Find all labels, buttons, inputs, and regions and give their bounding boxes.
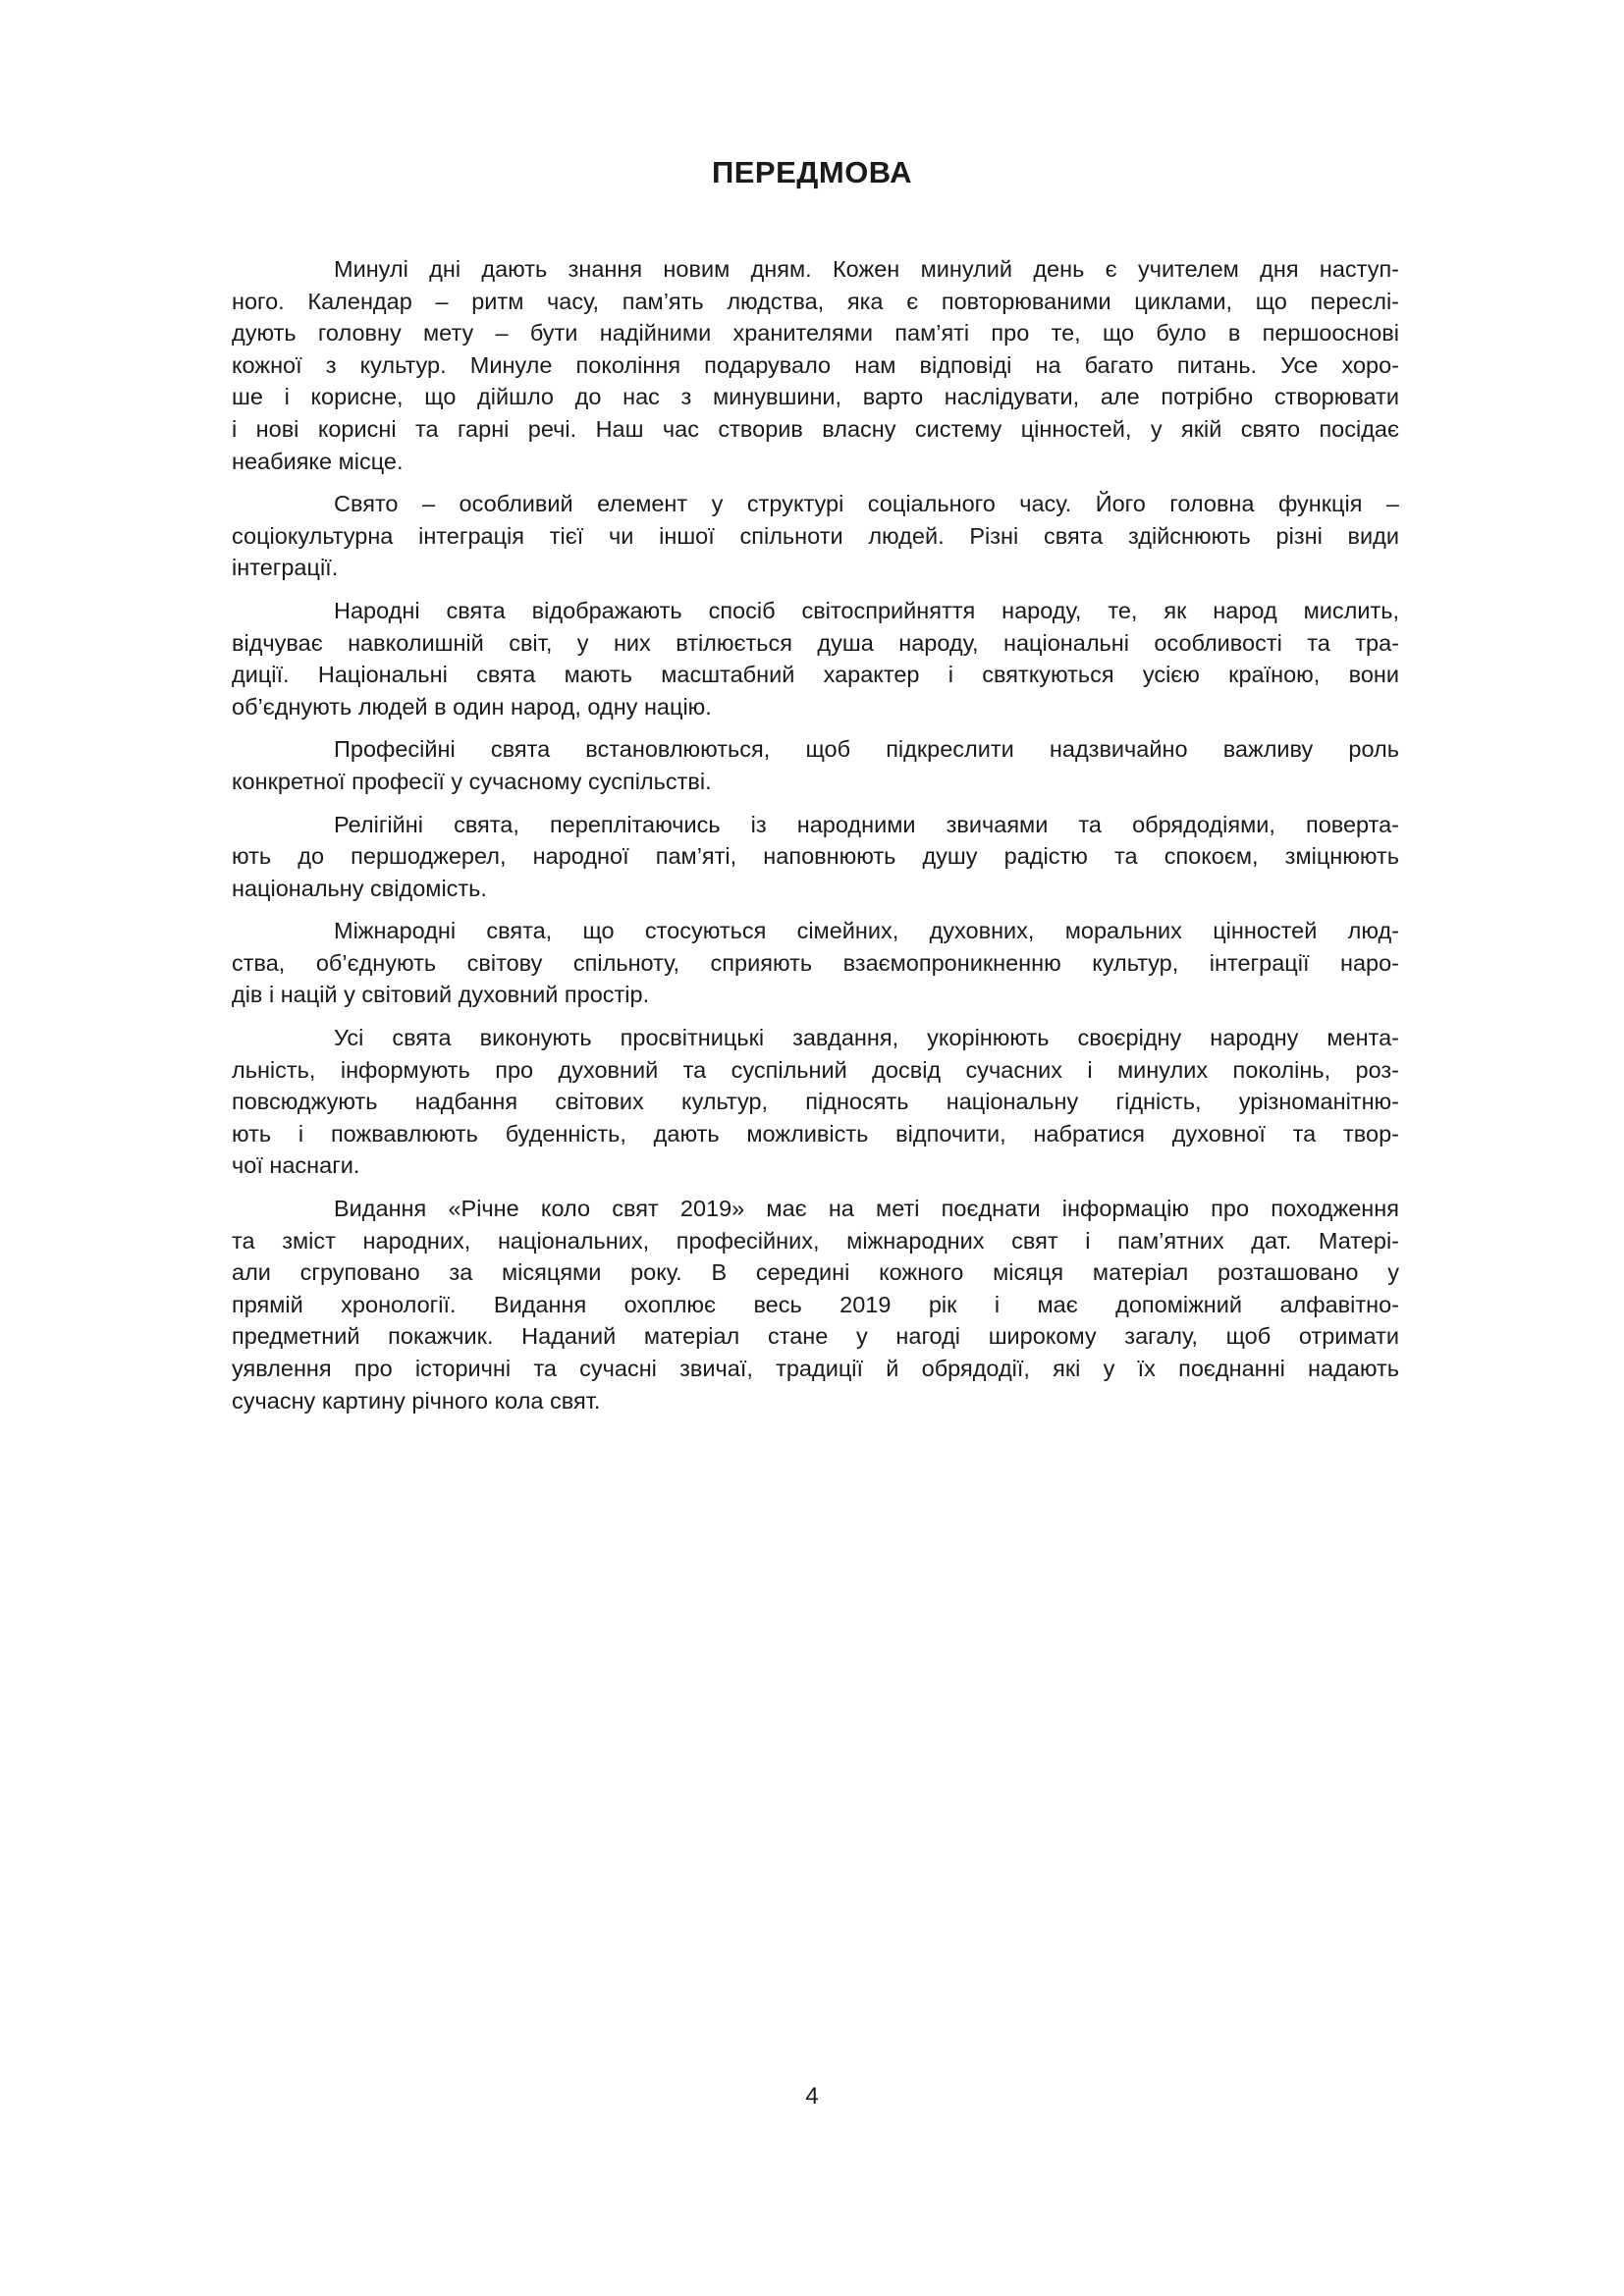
paragraph — [232, 595, 1399, 722]
text-line: прямій хронології. Видання охоплює весь 2019 рік і має допоміжний алфавітно- — [232, 1291, 1399, 1317]
text-line: інтеграції. — [232, 555, 339, 581]
text-line: Усі свята виконують просвітницькі завдання, укорінюють своєрідну народну мента- — [334, 1025, 1399, 1051]
paragraph — [232, 733, 1399, 797]
text-line: та зміст народних, національних, професійних, міжнародних свят і пам’ятних дат. Матері- — [232, 1227, 1399, 1254]
text-line: чої наснаги. — [232, 1152, 360, 1179]
text-line: льність, інформують про духовний та суспільний досвід сучасних і минулих поколінь, роз- — [232, 1056, 1399, 1083]
text-line: неабияке місце. — [232, 448, 404, 474]
page-title: ПЕРЕДМОВА — [711, 155, 913, 189]
text-line: ного. Календар – ритм часу, пам’ять людства, яка є повторюваними циклами, що переслі- — [232, 288, 1399, 314]
text-line: али сгруповано за місяцями року. В середині кожного місяця матеріал розташовано у — [232, 1259, 1399, 1286]
text-line: Народні свята відображають спосіб світосприйняття народу, те, як народ мислить, — [334, 597, 1399, 623]
page-number: 4 — [805, 2083, 819, 2109]
text-line: і нові корисні та гарні речі. Наш час створив власну систему цінностей, у якій свято посідає — [232, 415, 1399, 442]
text-line: відчуває навколишній світ, у них втілюється душа народу, національні особливості та тра- — [232, 629, 1399, 656]
text-line: ше і корисне, що дійшло до нас з минувшини, варто наслідувати, але потрібно створювати — [232, 384, 1399, 410]
paragraph — [232, 1193, 1399, 1416]
text-line: Минулі дні дають знання новим дням. Кожен минулий день є учителем дня наступ- — [334, 256, 1399, 282]
text-line: Міжнародні свята, що стосуються сімейних, духовних, моральних цінностей люд- — [334, 918, 1399, 944]
text-line: кожної з культур. Минуле покоління подарувало нам відповіді на багато питань. Усе хоро- — [232, 351, 1399, 378]
text-line: національну свідомість. — [232, 875, 487, 901]
paragraph — [232, 915, 1399, 1011]
text-line: дують головну мету – бути надійними хранителями пам’яті про те, що було в першооснові — [232, 320, 1399, 347]
paragraph — [232, 1022, 1399, 1182]
paragraph — [232, 488, 1399, 584]
text-line: Релігійні свята, переплітаючись із народними звичаями та обрядодіями, поверта- — [334, 811, 1399, 837]
text-line: дів і націй у світовий духовний простір. — [232, 982, 650, 1008]
text-line: ють до першоджерел, народної пам’яті, наповнюють душу радістю та спокоєм, зміцнюють — [232, 843, 1399, 870]
document-body — [232, 253, 1399, 1427]
text-line: повсюджують надбання світових культур, підносять національну гідність, урізноманітню- — [232, 1089, 1399, 1115]
text-line: Професійні свята встановлюються, щоб підкреслити надзвичайно важливу роль — [334, 736, 1399, 763]
text-line: сучасну картину річного кола свят. — [232, 1387, 601, 1414]
paragraph — [232, 809, 1399, 905]
text-line: Видання «Річне коло свят 2019» має на меті поєднати інформацію про походження — [334, 1196, 1399, 1222]
paragraph — [232, 253, 1399, 477]
text-line: конкретної професії у сучасному суспільстві. — [232, 768, 712, 794]
text-line: диції. Національні свята мають масштабний характер і святкуються усією країною, вони — [232, 662, 1399, 688]
text-line: ють і пожвавлюють буденність, дають можливість відпочити, набратися духовної та твор- — [232, 1120, 1399, 1147]
text-line: уявлення про історичні та сучасні звичаї, традиції й обрядодії, які у їх поєднанні надають — [232, 1356, 1399, 1381]
text-line: предметний покажчик. Наданий матеріал стане у нагоді широкому загалу, щоб отримати — [232, 1323, 1399, 1350]
text-line: Свято – особливий елемент у структурі соціального часу. Його головна функція – — [334, 491, 1399, 517]
text-line: ства, об’єднують світову спільноту, сприяють взаємопроникненню культур, інтеграції наро- — [232, 949, 1399, 976]
text-line: соціокультурна інтеграція тієї чи іншої спільноти людей. Різні свята здійснюють різні види — [232, 522, 1399, 549]
text-line: об’єднують людей в один народ, одну націю. — [232, 693, 712, 720]
